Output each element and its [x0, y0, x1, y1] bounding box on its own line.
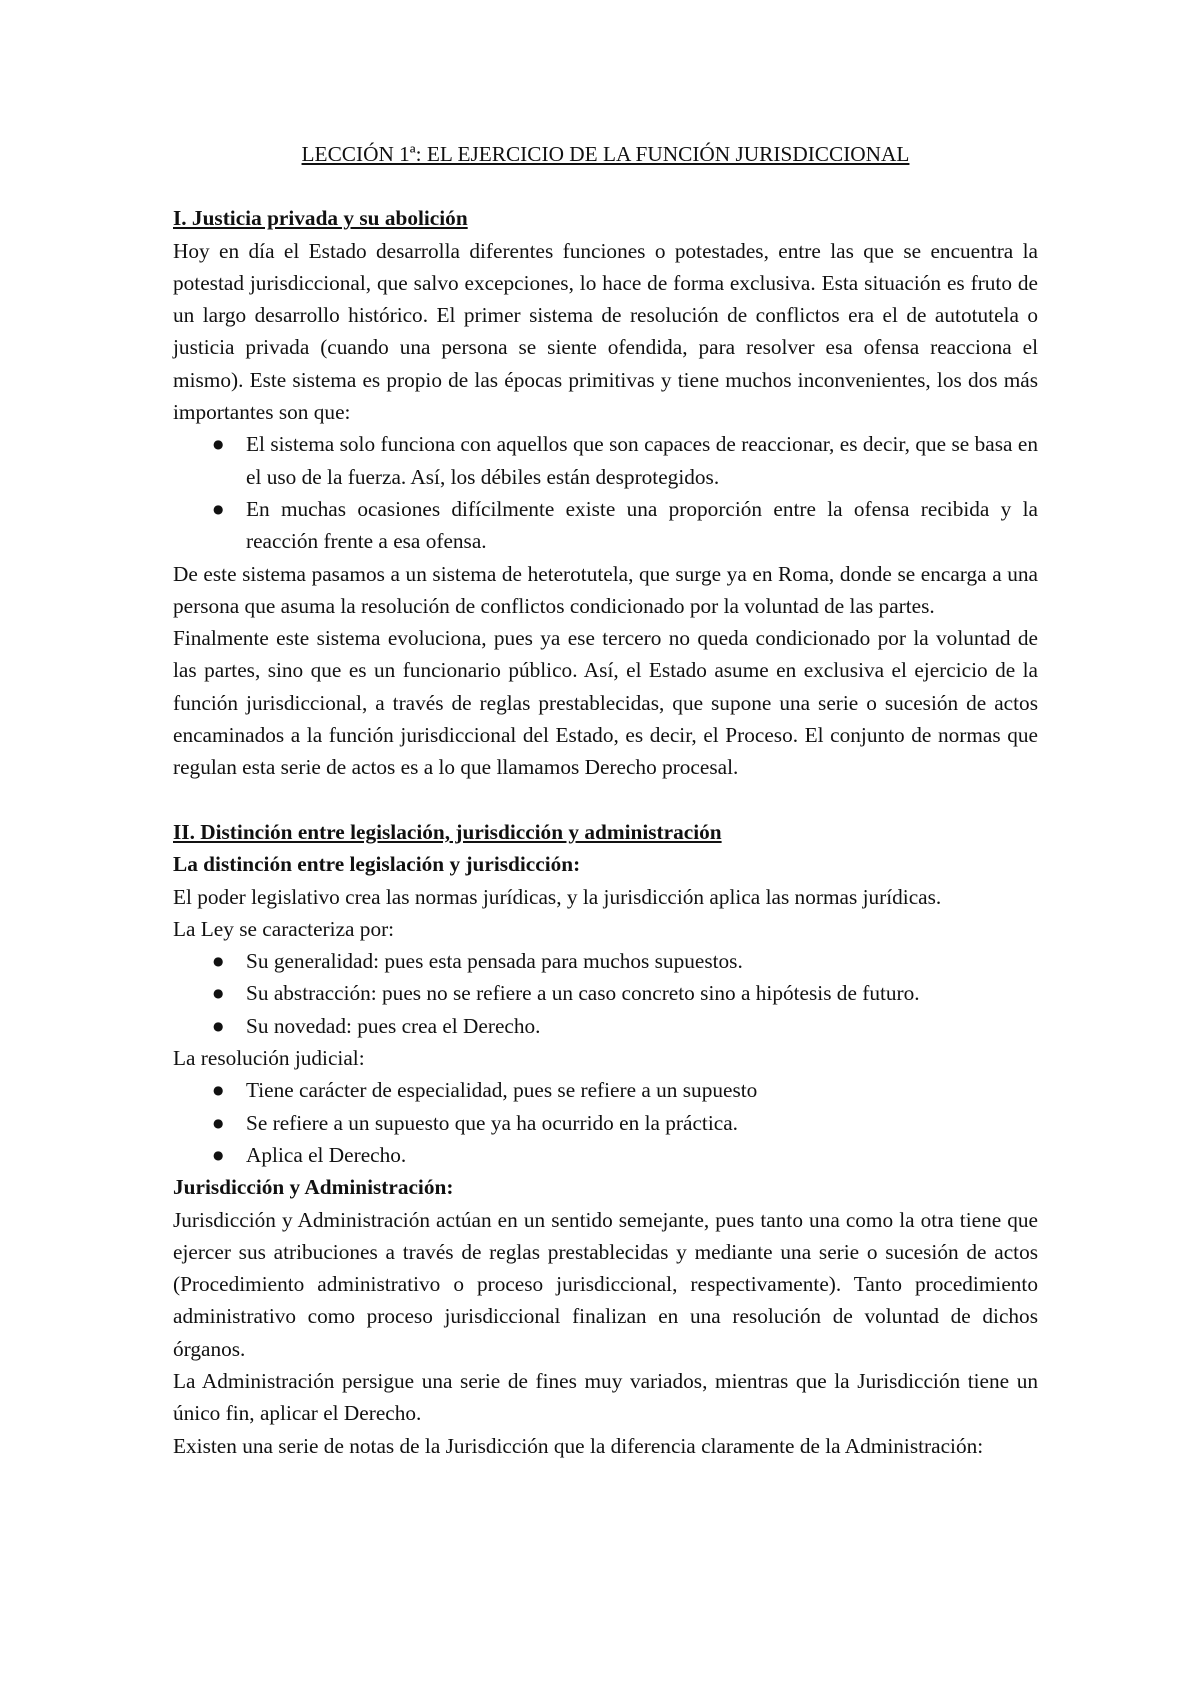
resolucion-bullet-list	[173, 1074, 1038, 1171]
list-item: ● En muchas ocasiones difícilmente existe una proporción entre la ofensa recibida y la reacción frente a esa ofensa.	[173, 493, 1038, 558]
document-page	[173, 138, 1038, 1462]
list-item: ● Su generalidad: pues esta pensada para muchos supuestos.	[173, 945, 1038, 977]
section-2-paragraph-2: La Ley se caracteriza por:	[173, 916, 395, 941]
list-item: ● Se refiere a un supuesto que ya ha ocurrido en la práctica.	[173, 1107, 1038, 1139]
document-title: LECCIÓN 1ª: EL EJERCICIO DE LA FUNCIÓN JURISDICCIONAL	[301, 142, 910, 166]
section-1-heading: I. Justicia privada y su abolición	[173, 206, 468, 231]
spacer	[173, 784, 1038, 816]
list-item: ● El sistema solo funciona con aquellos que son capaces de reaccionar, es decir, que se basa en el uso de la fuerza. Así, los débiles están desprotegidos.	[173, 428, 1038, 493]
ley-bullet-list	[173, 945, 1038, 1042]
section-1-paragraph-2: De este sistema pasamos a un sistema de heterotutela, que surge ya en Roma, donde se encarga a una persona que asuma la resolución de conflictos condicionado por la voluntad de las partes.	[173, 561, 1038, 618]
section-2-paragraph-3: La resolución judicial:	[173, 1046, 365, 1071]
spacer	[173, 170, 1038, 202]
section-2-heading: II. Distinción entre legislación, jurisdicción y administración	[173, 819, 722, 844]
section-1-bullet-list	[173, 428, 1038, 557]
list-item: ● Su abstracción: pues no se refiere a un caso concreto sino a hipótesis de futuro.	[173, 977, 1038, 1009]
section-2-paragraph-4: Jurisdicción y Administración actúan en un sentido semejante, pues tanto una como la otra tiene que ejercer sus atribuciones a través de reglas prestablecidas y mediante una serie o sucesión de actos (Procedimiento administrativo o proceso jurisdiccional, respectivamente). Tanto procedimiento administrativo como proceso jurisdiccional finalizan en una resolución de voluntad de dichos órganos.	[173, 1207, 1038, 1361]
list-item: ● Aplica el Derecho.	[173, 1139, 1038, 1171]
list-item: ● Su novedad: pues crea el Derecho.	[173, 1010, 1038, 1042]
section-2-subheading-1: La distinción entre legislación y jurisdicción:	[173, 852, 581, 877]
list-item: ● Tiene carácter de especialidad, pues se refiere a un supuesto	[173, 1074, 1038, 1106]
section-1-paragraph-3: Finalmente este sistema evoluciona, pues ya ese tercero no queda condicionado por la voluntad de las partes, sino que es un funcionario público. Así, el Estado asume en exclusiva el ejercicio de la función jurisdiccional, a través de reglas prestablecidas, que supone una serie o sucesión de actos encaminados a la función jurisdiccional del Estado, es decir, el Proceso. El conjunto de normas que regulan esta serie de actos es a lo que llamamos Derecho procesal.	[173, 626, 1038, 780]
section-2-paragraph-5: La Administración persigue una serie de fines muy variados, mientras que la Jurisdicción tiene un único fin, aplicar el Derecho.	[173, 1368, 1038, 1426]
section-2-subheading-2: Jurisdicción y Administración:	[173, 1175, 454, 1200]
section-2-paragraph-6: Existen una serie de notas de la Jurisdicción que la diferencia claramente de la Administración:	[173, 1433, 984, 1458]
section-2-paragraph-1: El poder legislativo crea las normas jurídicas, y la jurisdicción aplica las normas jurídicas.	[173, 884, 942, 909]
section-1-paragraph-1: Hoy en día el Estado desarrolla diferentes funciones o potestades, entre las que se encuentra la potestad jurisdiccional, que salvo excepciones, lo hace de forma exclusiva. Esta situación es fruto de un largo desarrollo histórico. El primer sistema de resolución de conflictos era el de autotutela o justicia privada (cuando una persona se siente ofendida, para resolver esa ofensa reacciona el mismo). Este sistema es propio de las épocas primitivas y tiene muchos inconvenientes, los dos más importantes son que:	[173, 238, 1038, 425]
